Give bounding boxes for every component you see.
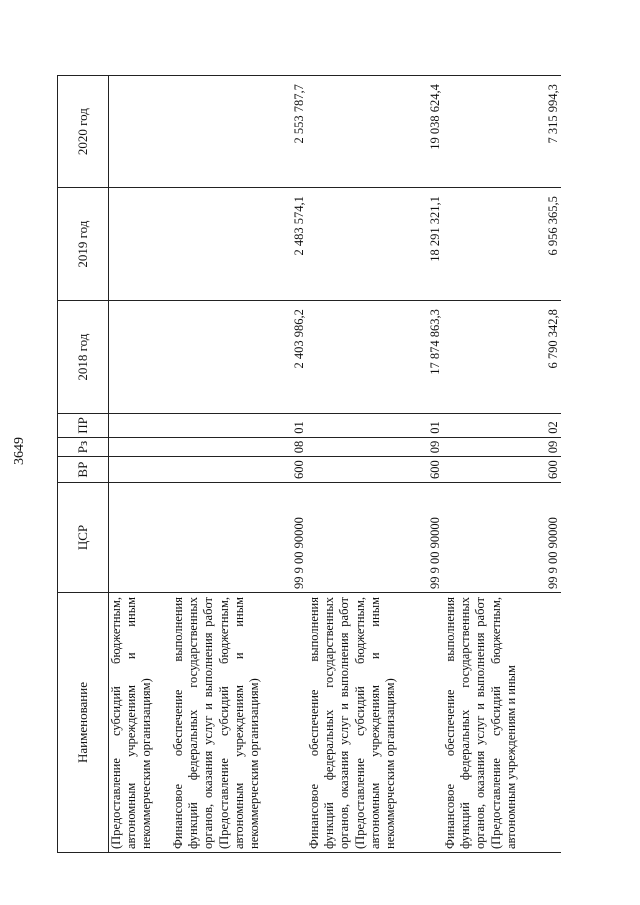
row-name: Финансовое обеспечение выполнения функций федеральных государственных органов, оказания услуг и выполнения работ (Предоставление субсидий бюджетным, автономным учреждениям и иным: [443, 593, 561, 853]
row-vr: [109, 457, 172, 483]
header-name: Наименование: [58, 593, 109, 853]
row-2019: 2 483 574,1: [171, 188, 307, 301]
header-2019: 2019 год: [58, 188, 109, 301]
header-pr: ПР: [58, 414, 109, 438]
row-2019: 18 291 321,1: [307, 188, 443, 301]
table-row: [443, 76, 561, 853]
table-row: [171, 76, 307, 853]
budget-table: [57, 75, 561, 853]
header-csr: ЦСР: [58, 483, 109, 593]
table-header-row: [58, 76, 109, 853]
row-pr: 01: [171, 414, 307, 438]
page-number: 3649: [12, 437, 27, 465]
header-2018: 2018 год: [58, 301, 109, 414]
row-vr: 600: [171, 457, 307, 483]
row-2018: 6 790 342,8: [443, 301, 561, 414]
row-rz: 09: [307, 437, 443, 457]
row-2018: 2 403 986,2: [171, 301, 307, 414]
row-2020: 19 038 624,4: [307, 76, 443, 188]
header-2020: 2020 год: [58, 76, 109, 188]
row-pr: [109, 414, 172, 438]
row-vr: 600: [307, 457, 443, 483]
row-2019: 6 956 365,5: [443, 188, 561, 301]
header-vr: ВР: [58, 457, 109, 483]
row-2020: 7 315 994,3: [443, 76, 561, 188]
row-2018: 17 874 863,3: [307, 301, 443, 414]
row-csr: 99 9 00 90000: [307, 483, 443, 593]
row-2019: [109, 188, 172, 301]
row-csr: [109, 483, 172, 593]
row-2020: [109, 76, 172, 188]
row-name: Финансовое обеспечение выполнения функций федеральных государственных органов, оказания услуг и выполнения работ (Предоставление субсидий бюджетным, автономным учреждениям и иным некоммерческим организациям): [171, 593, 307, 853]
row-name: (Предоставление субсидий бюджетным, автономным учреждениям и иным некоммерческим организациям): [109, 593, 172, 853]
row-rz: 09: [443, 437, 561, 457]
row-csr: 99 9 00 90000: [443, 483, 561, 593]
table-row: [109, 76, 172, 853]
row-rz: 08: [171, 437, 307, 457]
header-rz: Рз: [58, 437, 109, 457]
row-name: Финансовое обеспечение выполнения функций федеральных государственных органов, оказания услуг и выполнения работ (Предоставление субсидий бюджетным, автономным учреждениям и иным некоммерческим организациям): [307, 593, 443, 853]
table-row: [307, 76, 443, 853]
row-csr: 99 9 00 90000: [171, 483, 307, 593]
row-pr: 02: [443, 414, 561, 438]
row-vr: 600: [443, 457, 561, 483]
row-2020: 2 553 787,7: [171, 76, 307, 188]
row-pr: 01: [307, 414, 443, 438]
row-2018: [109, 301, 172, 414]
row-rz: [109, 437, 172, 457]
